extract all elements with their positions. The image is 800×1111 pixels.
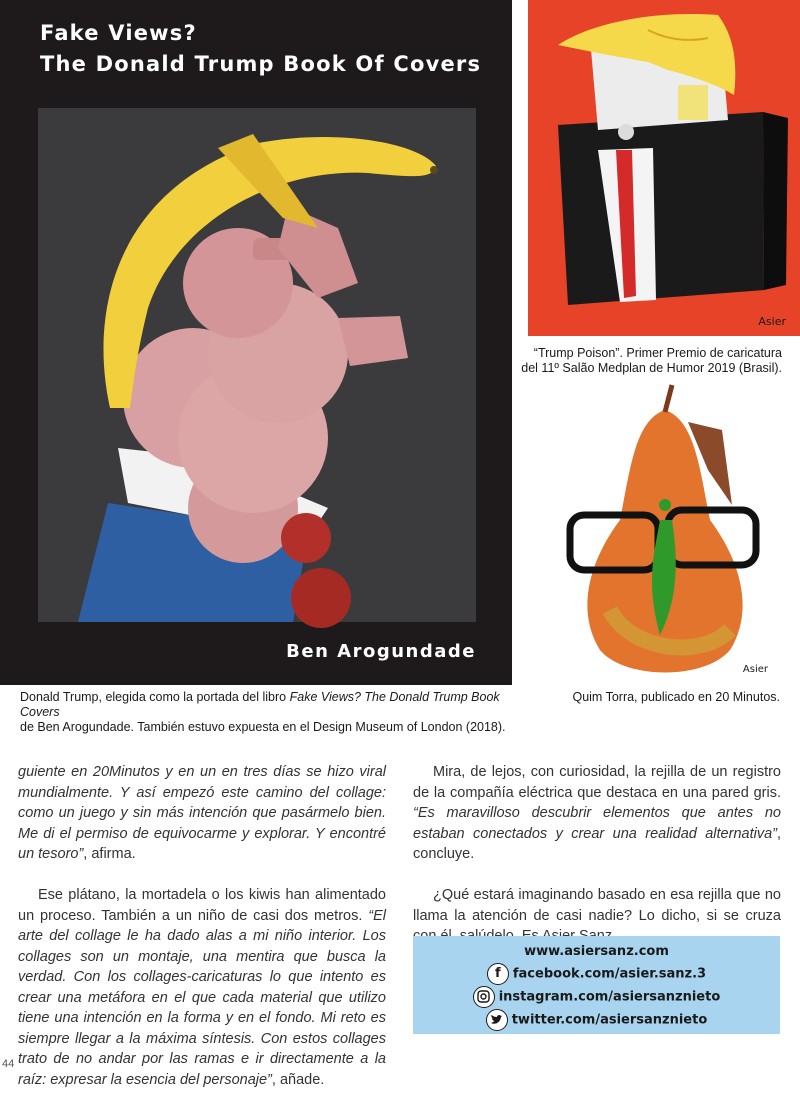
paragraph-text: , concluye. xyxy=(413,825,781,862)
pear-illustration xyxy=(540,380,790,685)
contact-box xyxy=(413,936,780,1034)
cover-author: Ben Arogundade xyxy=(286,641,476,662)
instagram-icon xyxy=(473,986,495,1008)
collage-illustration xyxy=(38,108,476,622)
caption-line: del 11º Salão Medplan de Humor 2019 (Brasil). xyxy=(521,361,782,375)
trump-poison-image xyxy=(528,0,800,336)
website-link[interactable]: www.asiersanz.com xyxy=(524,944,669,959)
book-title: Fake Views? The Donald Trump Book Covers xyxy=(20,690,500,719)
article-column-left xyxy=(18,762,386,1111)
facebook-row[interactable] xyxy=(413,963,780,985)
pear-caricature-image xyxy=(540,380,790,685)
twitter-icon xyxy=(486,1009,508,1031)
caption-trump-cover xyxy=(20,690,520,735)
paragraph-text: Ese plátano, la mortadela o los kiwis han alimentado un proceso. También a un niño de casi dos metros. xyxy=(18,887,386,924)
website-row[interactable] xyxy=(413,944,780,959)
paragraph: ¿Qué estará imaginando basado en esa rejilla que no llama la atención de casi nadie? Lo dicho, si se cruza xyxy=(413,887,781,924)
paragraph-text: , afirma. xyxy=(83,846,136,862)
quote: guiente en 20Minutos y en un en tres días se hizo viral mundialmente. Y así empezó este camino del collage: como un juego y sin más intención que pasármelo bien. Me di el permiso de equivocarme y explorar. Y encontré un tesoro” xyxy=(18,764,386,862)
cover-title-line2: The Donald Trump Book Of Covers xyxy=(40,52,482,76)
quote: “El arte del collage le ha dado alas a mi niño interior. Los collages son un montaje, una mentira que busca la verdad. Con los collages-caricaturas lo que intento es crear una metáfora en el que cada material que utilizo tiene una intención en la forma y en el fondo. Mi reto es siempre llegar a la máxima síntesis. Con estos collages trato de no andar por las ramas e ir directamente a la raíz: expresar la esencia del personaje” xyxy=(18,907,386,1088)
twitter-row[interactable] xyxy=(413,1009,780,1031)
facebook-link[interactable]: facebook.com/asier.sanz.3 xyxy=(512,966,707,982)
banana-mortadella-collage-image xyxy=(38,108,476,622)
twitter-link[interactable]: twitter.com/asiersanznieto xyxy=(511,1012,708,1028)
book-cover xyxy=(0,0,512,685)
cover-title xyxy=(40,18,481,80)
facebook-icon: f xyxy=(487,963,509,985)
paragraph-text: Mira, de lejos, con curiosidad, la rejilla de un registro de la compañía eléctrica que destaca en una pared gris. xyxy=(413,764,781,801)
quote: “Es maravilloso descubrir elementos que antes no estaban conectados y crear una realidad alternativa” xyxy=(413,805,781,842)
caption-line: “Trump Poison”. Primer Premio de caricatura xyxy=(533,346,782,360)
page-number: 44 xyxy=(2,1058,15,1070)
instagram-link[interactable]: instagram.com/asiersanznieto xyxy=(498,989,721,1005)
signature: Asier xyxy=(742,664,768,675)
trump-poison-illustration xyxy=(528,0,800,336)
caption-text: Donald Trump, elegida como la portada del libro xyxy=(20,690,290,704)
caption-quim-torra: Quim Torra, publicado en 20 Minutos. xyxy=(572,690,780,704)
signature: Asier xyxy=(758,315,786,328)
caption-text: de Ben Arogundade. También estuvo expuesta en el Design Museum of London (2018). xyxy=(20,720,506,734)
paragraph xyxy=(413,762,781,865)
cover-title-line1: Fake Views? xyxy=(40,21,197,45)
caption-trump-poison xyxy=(512,346,782,376)
instagram-row[interactable] xyxy=(413,986,780,1008)
paragraph xyxy=(18,885,386,1090)
paragraph-text: , añade. xyxy=(271,1071,325,1088)
paragraph xyxy=(18,762,386,865)
